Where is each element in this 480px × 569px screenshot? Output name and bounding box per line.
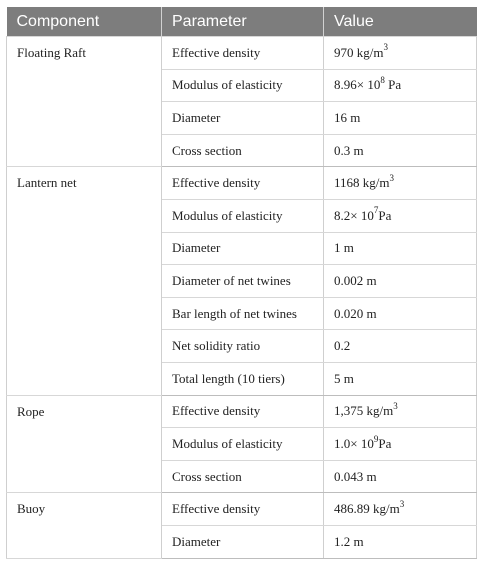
parameter-cell: Cross section xyxy=(162,460,324,493)
value-cell xyxy=(324,460,477,493)
parameter-cell: Diameter xyxy=(162,102,324,135)
value-unit: Pa xyxy=(384,77,402,93)
value-cell xyxy=(324,395,477,428)
value-cell xyxy=(324,69,477,102)
parameter-cell: Modulus of elasticity xyxy=(162,428,324,461)
value-text: 486.89 kg/m xyxy=(334,501,400,517)
value-superscript: 3 xyxy=(399,498,405,509)
value-cell xyxy=(324,102,477,135)
value-cell xyxy=(324,330,477,363)
value-superscript: 3 xyxy=(393,401,398,411)
value-text: 0.3 m xyxy=(334,142,364,158)
value-cell xyxy=(324,134,477,167)
value-text: 0.020 m xyxy=(334,305,377,321)
value-cell xyxy=(324,493,477,526)
value-text: 0.043 m xyxy=(334,468,377,484)
value-text: 1.0× 10 xyxy=(334,435,374,451)
value-superscript: 7 xyxy=(373,205,379,216)
header-parameter: Parameter xyxy=(162,7,324,37)
parameter-cell: Diameter xyxy=(162,232,324,265)
value-cell xyxy=(324,362,477,395)
value-text: 1168 kg/m xyxy=(334,175,390,191)
parameter-cell: Net solidity ratio xyxy=(162,330,324,363)
value-cell xyxy=(324,297,477,330)
parameter-cell: Bar length of net twines xyxy=(162,297,324,330)
component-cell: Buoy xyxy=(7,493,162,558)
table-body xyxy=(7,37,477,559)
table-row xyxy=(7,395,477,428)
parameter-cell: Modulus of elasticity xyxy=(162,199,324,232)
value-cell xyxy=(324,525,477,558)
component-cell: Lantern net xyxy=(7,167,162,395)
value-text: 8.96× 10 xyxy=(334,77,381,93)
parameter-cell: Diameter xyxy=(162,525,324,558)
value-text: 16 m xyxy=(334,109,361,125)
table-row xyxy=(7,37,477,70)
value-text: 8.2× 10 xyxy=(334,207,374,223)
parameter-cell: Effective density xyxy=(162,37,324,70)
value-text: 0.002 m xyxy=(334,272,377,288)
value-text: 0.2 xyxy=(334,338,351,354)
header-component: Component xyxy=(7,7,162,37)
header-value: Value xyxy=(324,7,477,37)
parameter-cell: Modulus of elasticity xyxy=(162,69,324,102)
value-cell xyxy=(324,199,477,232)
value-superscript: 8 xyxy=(380,75,385,86)
component-cell: Floating Raft xyxy=(7,37,162,167)
parameters-table xyxy=(6,7,477,559)
value-cell xyxy=(324,265,477,298)
parameter-cell: Cross section xyxy=(162,134,324,167)
value-unit: Pa xyxy=(378,207,392,223)
value-unit: Pa xyxy=(378,435,392,451)
value-superscript: 3 xyxy=(389,172,394,183)
value-text: 970 kg/m xyxy=(334,44,384,60)
value-text: 1.2 m xyxy=(334,533,364,549)
table-header-row xyxy=(7,7,477,37)
value-cell xyxy=(324,428,477,461)
value-superscript: 3 xyxy=(383,42,388,53)
value-cell xyxy=(324,37,477,70)
parameter-cell: Effective density xyxy=(162,167,324,200)
value-cell xyxy=(324,232,477,265)
parameter-cell: Effective density xyxy=(162,493,324,526)
parameter-cell: Total length (10 tiers) xyxy=(162,362,324,395)
parameter-cell: Diameter of net twines xyxy=(162,265,324,298)
value-text: 1 m xyxy=(334,240,354,256)
table-row xyxy=(7,493,477,526)
value-text: 1,375 kg/m xyxy=(334,403,394,419)
table-row xyxy=(7,167,477,200)
value-cell xyxy=(324,167,477,200)
value-superscript: 9 xyxy=(373,433,379,444)
parameter-cell: Effective density xyxy=(162,395,324,428)
value-text: 5 m xyxy=(334,370,354,386)
component-cell: Rope xyxy=(7,395,162,493)
